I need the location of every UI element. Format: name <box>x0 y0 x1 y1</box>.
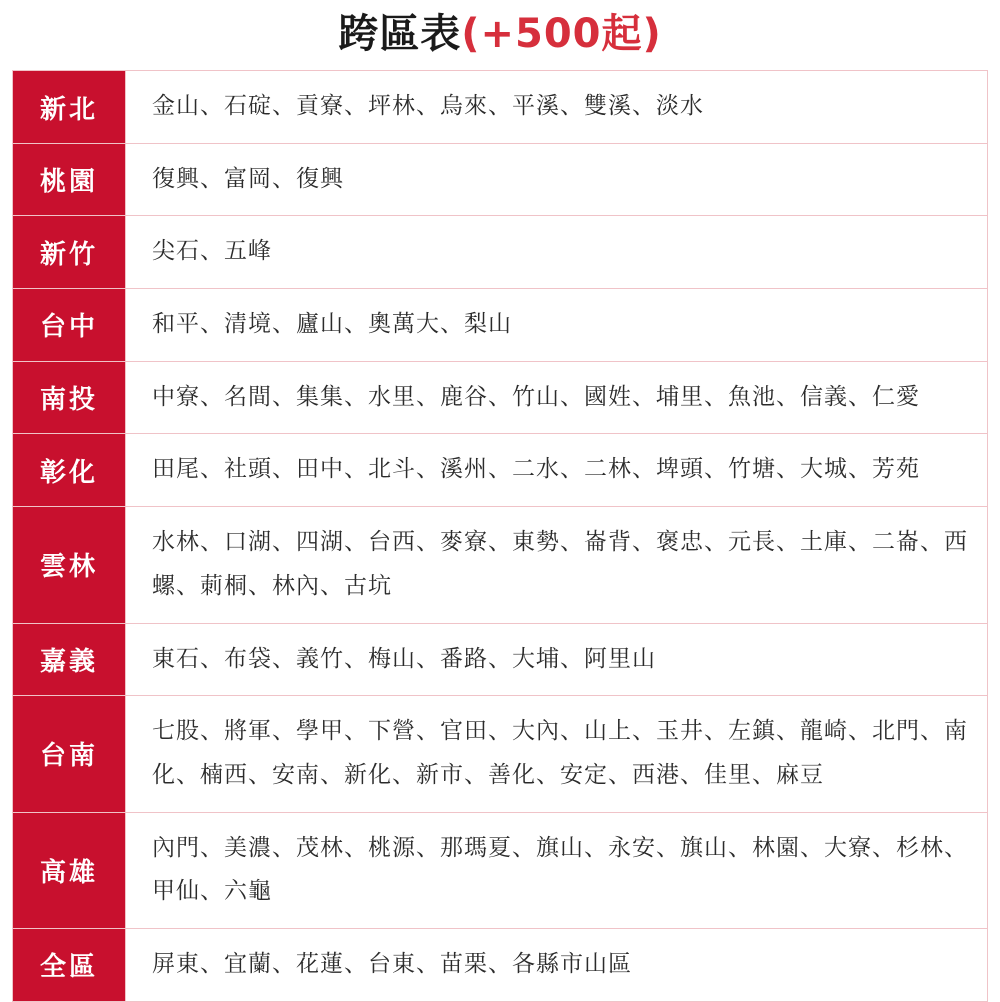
region-areas: 田尾、社頭、田中、北斗、溪州、二水、二林、埤頭、竹塘、大城、芳苑 <box>126 434 988 507</box>
table-row <box>13 507 988 623</box>
region-areas: 復興、富岡、復興 <box>126 143 988 216</box>
zone-table-wrapper <box>12 70 988 1002</box>
region-areas: 和平、清境、廬山、奧萬大、梨山 <box>126 289 988 362</box>
region-areas: 金山、石碇、貢寮、坪林、烏來、平溪、雙溪、淡水 <box>126 71 988 144</box>
region-label: 高雄 <box>13 812 126 928</box>
region-label: 新竹 <box>13 216 126 289</box>
table-row <box>13 361 988 434</box>
region-label: 新北 <box>13 71 126 144</box>
region-areas: 屏東、宜蘭、花蓮、台東、苗栗、各縣市山區 <box>126 928 988 1001</box>
region-label: 南投 <box>13 361 126 434</box>
region-areas: 中寮、名間、集集、水里、鹿谷、竹山、國姓、埔里、魚池、信義、仁愛 <box>126 361 988 434</box>
table-row <box>13 696 988 812</box>
region-label: 雲林 <box>13 507 126 623</box>
region-label: 台南 <box>13 696 126 812</box>
table-row <box>13 812 988 928</box>
page-title-accent: (+500起) <box>461 11 662 57</box>
region-label: 嘉義 <box>13 623 126 696</box>
region-label: 台中 <box>13 289 126 362</box>
region-areas: 水林、口湖、四湖、台西、麥寮、東勢、崙背、褒忠、元長、土庫、二崙、西螺、莿桐、林內、古坑 <box>126 507 988 623</box>
zone-table <box>12 70 988 1002</box>
table-row <box>13 289 988 362</box>
table-row <box>13 928 988 1001</box>
page-title-main: 跨區表 <box>338 11 462 57</box>
table-row <box>13 71 988 144</box>
region-areas: 內門、美濃、茂林、桃源、那瑪夏、旗山、永安、旗山、林園、大寮、杉林、甲仙、六龜 <box>126 812 988 928</box>
region-areas: 尖石、五峰 <box>126 216 988 289</box>
table-row <box>13 434 988 507</box>
region-label: 彰化 <box>13 434 126 507</box>
zone-table-body <box>13 71 988 1002</box>
page-title <box>0 0 1000 70</box>
region-label: 桃園 <box>13 143 126 216</box>
region-areas: 七股、將軍、學甲、下營、官田、大內、山上、玉井、左鎮、龍崎、北門、南化、楠西、安南、新化、新市、善化、安定、西港、佳里、麻豆 <box>126 696 988 812</box>
region-areas: 東石、布袋、義竹、梅山、番路、大埔、阿里山 <box>126 623 988 696</box>
table-row <box>13 216 988 289</box>
table-row <box>13 143 988 216</box>
region-label: 全區 <box>13 928 126 1001</box>
table-row <box>13 623 988 696</box>
